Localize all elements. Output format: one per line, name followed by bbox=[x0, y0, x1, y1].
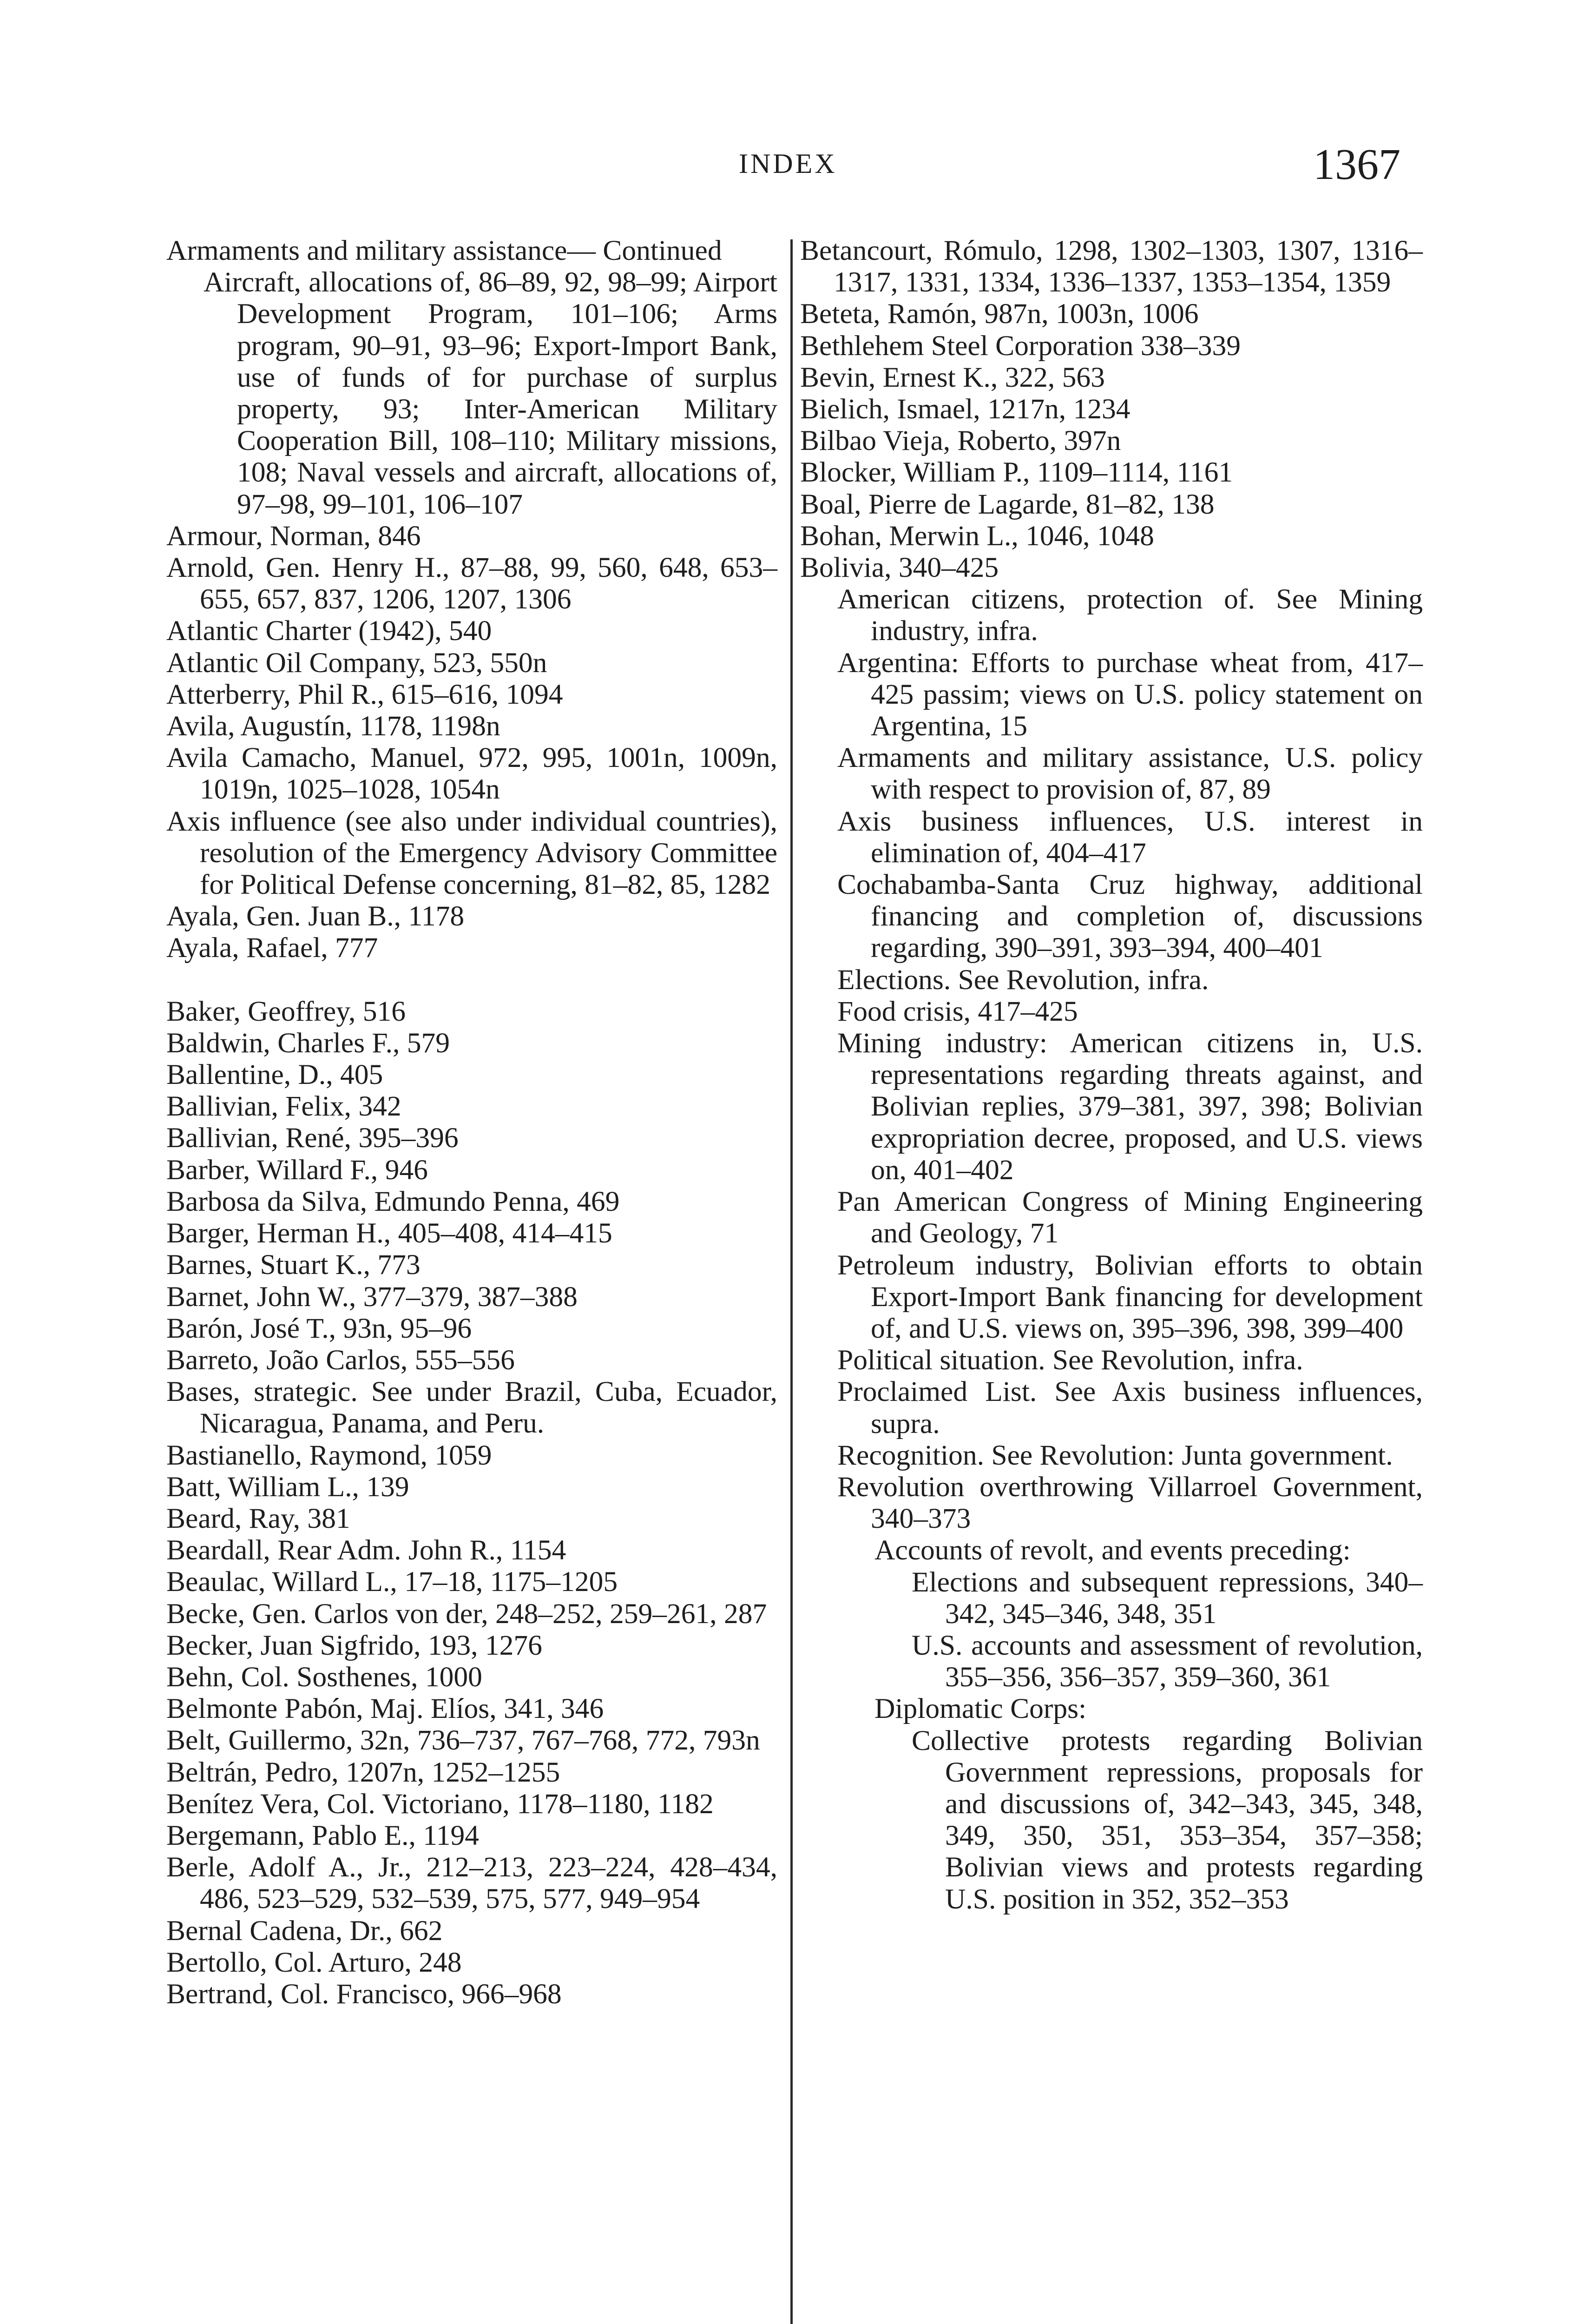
index-entry: Benítez Vera, Col. Victoriano, 1178–1180, 1182 bbox=[166, 1788, 714, 1820]
index-entry: Barón, José T., 93n, 95–96 bbox=[166, 1312, 472, 1344]
index-entry: Barbosa da Silva, Edmundo Penna, 469 bbox=[166, 1185, 620, 1217]
index-entry: Barnet, John W., 377–379, 387–388 bbox=[166, 1281, 578, 1313]
index-entry: Batt, William L., 139 bbox=[166, 1471, 409, 1503]
index-entry: Bielich, Ismael, 1217n, 1234 bbox=[800, 393, 1131, 425]
index-entry: Ayala, Gen. Juan B., 1178 bbox=[166, 900, 465, 932]
index-subentry: Food crisis, 417–425 bbox=[837, 995, 1078, 1027]
index-entry: Betancourt, Rómulo, 1298, 1302–1303, 1307, 1316–1317, 1331, 1334, 1336–1337, 1353–1354, 1359 bbox=[800, 235, 1423, 298]
index-entry: Beard, Ray, 381 bbox=[166, 1502, 350, 1534]
index-subentry: Elections and subsequent repressions, 340–342, 345–346, 348, 351 bbox=[912, 1566, 1423, 1630]
index-entry: Belt, Guillermo, 32n, 736–737, 767–768, 772, 793n bbox=[166, 1724, 760, 1756]
index-subentry: Aircraft, allocations of, 86–89, 92, 98–99; Airport Development Program, 101–106; Arms program, 90–91, 93–96; Export-Import Bank, use of funds of for purchase of surplus property, 93; Inter-American Military Cooperation Bill, 108–110; Military missions, 108; Naval vessels and aircraft, allocations of, 97–98, 99–101, 106–107 bbox=[204, 266, 777, 520]
index-subentry: Argentina: Efforts to purchase wheat from, 417–425 passim; views on U.S. policy statement on Argentina, 15 bbox=[837, 647, 1423, 742]
index-entry: Bethlehem Steel Corporation 338–339 bbox=[800, 330, 1241, 362]
index-subentry: Diplomatic Corps: bbox=[874, 1693, 1087, 1725]
index-entry: Atlantic Charter (1942), 540 bbox=[166, 615, 492, 647]
index-entry: Berle, Adolf A., Jr., 212–213, 223–224, 428–434, 486, 523–529, 532–539, 575, 577, 949–954 bbox=[166, 1851, 777, 1915]
index-entry: Armaments and military assistance— Continued bbox=[166, 235, 722, 266]
index-entry: Bolivia, 340–425 bbox=[800, 552, 999, 584]
index-entry: Becke, Gen. Carlos von der, 248–252, 259–261, 287 bbox=[166, 1598, 767, 1630]
index-entry: Armour, Norman, 846 bbox=[166, 520, 421, 552]
index-entry: Ballivian, René, 395–396 bbox=[166, 1122, 459, 1154]
index-subentry: U.S. accounts and assessment of revolution, 355–356, 356–357, 359–360, 361 bbox=[912, 1629, 1423, 1693]
index-entry: Barnes, Stuart K., 773 bbox=[166, 1249, 421, 1281]
index-subentry: Collective protests regarding Bolivian Government repressions, proposals for and discussions of, 342–343, 345, 348, 349, 350, 351, 353–354, 357–358; Bolivian views and protests regarding U.S. position in 352, 352–353 bbox=[912, 1724, 1423, 1915]
index-entry: Bergemann, Pablo E., 1194 bbox=[166, 1819, 479, 1851]
index-entry: Barber, Willard F., 946 bbox=[166, 1154, 428, 1186]
index-column-left bbox=[166, 235, 777, 2010]
index-entry: Bertrand, Col. Francisco, 966–968 bbox=[166, 1978, 562, 2010]
index-entry: Beltrán, Pedro, 1207n, 1252–1255 bbox=[166, 1756, 560, 1788]
index-entry: Behn, Col. Sosthenes, 1000 bbox=[166, 1661, 482, 1693]
index-entry: Baker, Geoffrey, 516 bbox=[166, 995, 406, 1027]
index-entry: Baldwin, Charles F., 579 bbox=[166, 1027, 450, 1059]
index-column-right bbox=[800, 235, 1423, 1915]
index-entry: Axis influence (see also under individual countries), resolution of the Emergency Advisory Committee for Political Defense concerning, 81–82, 85, 1282 bbox=[166, 805, 777, 901]
index-entry: Arnold, Gen. Henry H., 87–88, 99, 560, 648, 653–655, 657, 837, 1206, 1207, 1306 bbox=[166, 552, 777, 615]
index-subentry: Petroleum industry, Bolivian efforts to obtain Export-Import Bank financing for development of, and U.S. views on, 395–396, 398, 399–400 bbox=[837, 1249, 1423, 1344]
index-entry: Bilbao Vieja, Roberto, 397n bbox=[800, 425, 1121, 457]
index-entry: Blocker, William P., 1109–1114, 1161 bbox=[800, 456, 1233, 489]
index-entry: Bertollo, Col. Arturo, 248 bbox=[166, 1946, 462, 1978]
index-entry: Beteta, Ramón, 987n, 1003n, 1006 bbox=[800, 298, 1199, 330]
index-entry: Avila, Augustín, 1178, 1198n bbox=[166, 710, 500, 742]
index-subentry: Pan American Congress of Mining Engineering and Geology, 71 bbox=[837, 1186, 1423, 1249]
index-subentry: Cochabamba-Santa Cruz highway, additional financing and completion of, discussions regarding, 390–391, 393–394, 400–401 bbox=[837, 869, 1423, 964]
index-entry: Atterberry, Phil R., 615–616, 1094 bbox=[166, 678, 563, 710]
index-subentry: Axis business influences, U.S. interest in elimination of, 404–417 bbox=[837, 805, 1423, 869]
letter-section-gap bbox=[166, 964, 777, 996]
index-entry: Ayala, Rafael, 777 bbox=[166, 932, 378, 964]
running-head: INDEX bbox=[739, 148, 837, 179]
index-entry: Bernal Cadena, Dr., 662 bbox=[166, 1915, 443, 1947]
index-subentry: Elections. See Revolution, infra. bbox=[837, 964, 1209, 996]
page-number: 1367 bbox=[1313, 140, 1400, 189]
index-entry: Bohan, Merwin L., 1046, 1048 bbox=[800, 520, 1154, 552]
index-entry: Bevin, Ernest K., 322, 563 bbox=[800, 361, 1105, 393]
index-entry: Belmonte Pabón, Maj. Elíos, 341, 346 bbox=[166, 1693, 604, 1725]
index-entry: Beaulac, Willard L., 17–18, 1175–1205 bbox=[166, 1566, 618, 1598]
index-entry: Boal, Pierre de Lagarde, 81–82, 138 bbox=[800, 488, 1215, 520]
index-entry: Avila Camacho, Manuel, 972, 995, 1001n, 1009n, 1019n, 1025–1028, 1054n bbox=[166, 742, 777, 805]
index-entry: Barreto, João Carlos, 555–556 bbox=[166, 1344, 515, 1376]
index-subentry: Proclaimed List. See Axis business influences, supra. bbox=[837, 1376, 1423, 1439]
index-subentry: Recognition. See Revolution: Junta government. bbox=[837, 1439, 1393, 1471]
index-entry: Bases, strategic. See under Brazil, Cuba, Ecuador, Nicaragua, Panama, and Peru. bbox=[166, 1376, 777, 1439]
index-entry: Beardall, Rear Adm. John R., 1154 bbox=[166, 1534, 566, 1566]
index-entry: Barger, Herman H., 405–408, 414–415 bbox=[166, 1217, 612, 1249]
index-entry: Ballivian, Felix, 342 bbox=[166, 1090, 401, 1122]
index-entry: Becker, Juan Sigfrido, 193, 1276 bbox=[166, 1629, 542, 1661]
index-entry: Atlantic Oil Company, 523, 550n bbox=[166, 647, 547, 679]
index-subentry: Revolution overthrowing Villarroel Government, 340–373 bbox=[837, 1471, 1423, 1535]
index-subentry: American citizens, protection of. See Mining industry, infra. bbox=[837, 583, 1423, 647]
index-entry: Bastianello, Raymond, 1059 bbox=[166, 1439, 492, 1471]
column-divider bbox=[790, 239, 793, 2324]
index-subentry: Political situation. See Revolution, infra. bbox=[837, 1344, 1303, 1376]
index-subentry: Accounts of revolt, and events preceding: bbox=[874, 1534, 1351, 1566]
index-entry: Ballentine, D., 405 bbox=[166, 1059, 383, 1091]
index-subentry: Mining industry: American citizens in, U.S. representations regarding threats against, and Bolivian replies, 379–381, 397, 398; Bolivian expropriation decree, proposed, and U.S. views on, 401–402 bbox=[837, 1027, 1423, 1186]
index-subentry: Armaments and military assistance, U.S. policy with respect to provision of, 87, 89 bbox=[837, 742, 1423, 805]
